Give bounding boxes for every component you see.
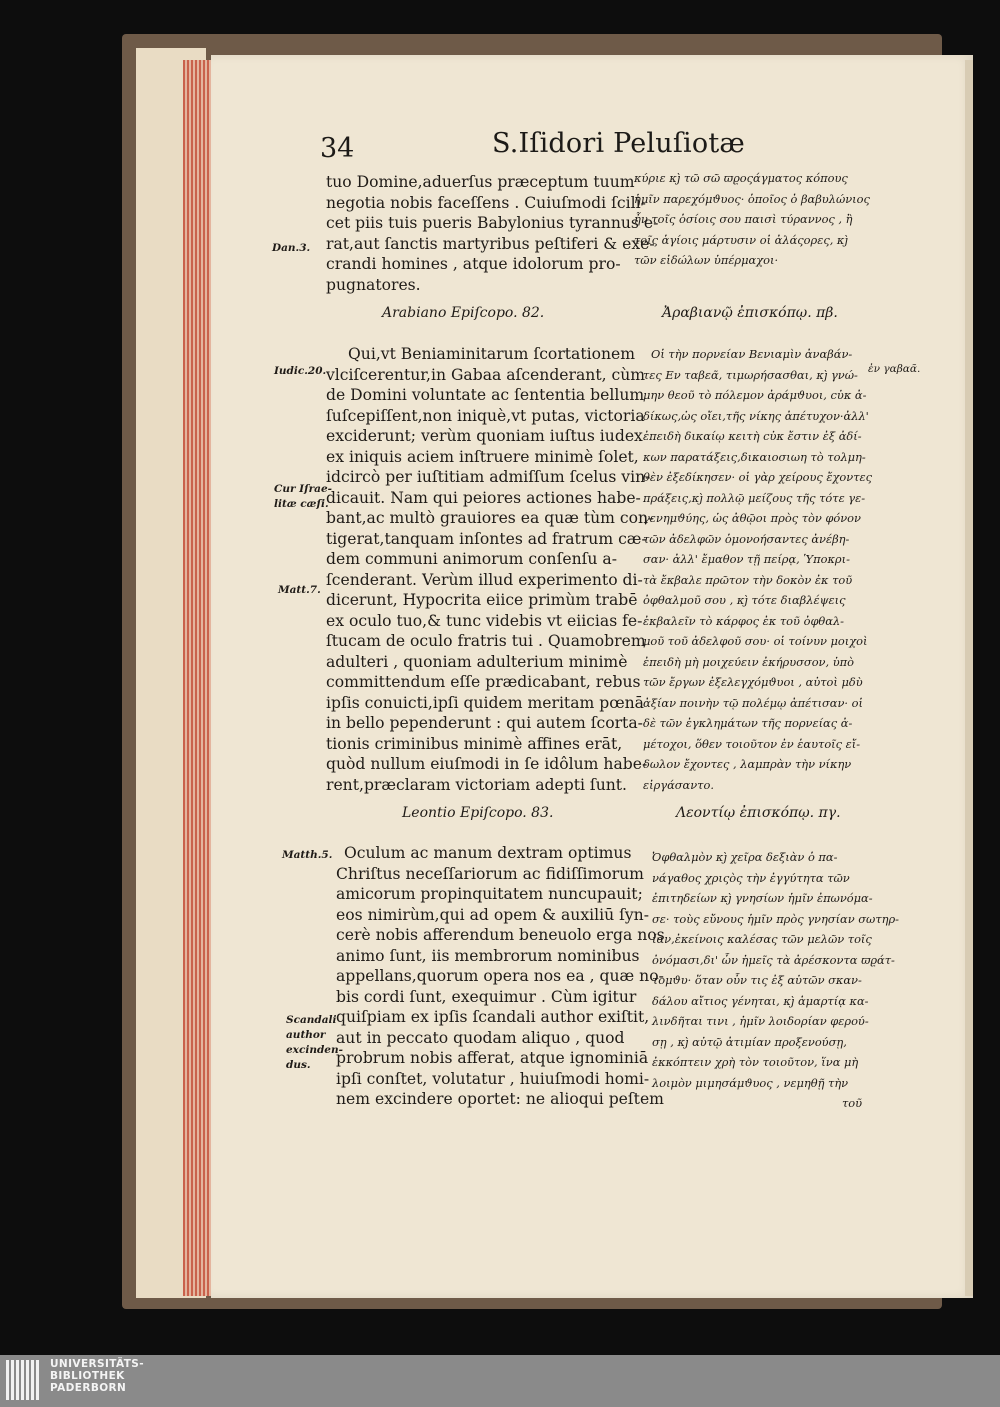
- text-line: quiſpiam ex ipſis ſcandali author exiſtit,: [336, 1008, 650, 1026]
- text-line: δωλον ἔχοντες , λαμπρὰν τὴν νίκην: [643, 757, 852, 771]
- text-line: ἡμῖν παρεχόμϑυος· ὁποῖος ὁ βαβυλώνιος: [634, 191, 870, 206]
- text-line: crandi homines , atque idolorum pro-: [326, 255, 621, 273]
- margin-note: Matth.5.: [282, 849, 333, 861]
- text-line: nem excindere oportet: ne alioqui peſtem: [336, 1090, 664, 1108]
- text-line: vlciſcerentur,in Gabaa aſcenderant, cùm: [326, 365, 646, 384]
- text-line: pugnatores.: [326, 275, 421, 294]
- text-line: πράξεις,κϳ̀ πολλῷ μείζους τῆς τότε γε-: [643, 490, 866, 505]
- text-line: ex oculo tuo,& tunc videbis vt eiicias fe-: [326, 611, 643, 630]
- text-line: dem communi animorum conſenſu a-: [326, 550, 617, 568]
- letter-82-latin: [326, 344, 653, 795]
- text-line: Chriſtus neceſſariorum ac fidiſſimorum: [336, 864, 644, 883]
- margin-note: Cur Iſrae-: [274, 483, 332, 495]
- text-line: ipſis conuicti,ipſi quidem meritam pœnā: [326, 693, 644, 712]
- text-line: animo ſunt, iis membrorum nominibus: [336, 946, 640, 965]
- intro-latin: [326, 172, 658, 295]
- text-line: λινδῆται τινι , ἡμῖν λοιδορίαν φερού-: [652, 1014, 869, 1028]
- text-line: εἰργάσαντο.: [643, 777, 714, 792]
- text-line: probrum nobis afferat, atque ignominiā: [336, 1049, 649, 1067]
- text-line: tionis criminibus minimè affines erāt,: [326, 734, 623, 753]
- text-line: exciderunt; verùm quoniam iuſtus iudex: [326, 427, 643, 445]
- text-line: λοιμὸν μιμησάμϑυος , νεμηθῇ τὴν: [652, 1075, 849, 1090]
- text-line: ίαν,ἐκείνοις καλέσας τῶν μελῶν τοῖς: [652, 932, 872, 946]
- text-line: rent,præclaram victoriam adepti ſunt.: [326, 775, 628, 794]
- text-line: cerè nobis afferendum beneuolo erga nos: [336, 926, 665, 944]
- text-line: tuo Domine,aduerſus præceptum tuum: [326, 173, 635, 191]
- library-logo-icon: [6, 1360, 42, 1400]
- page-number: 34: [320, 133, 355, 164]
- text-line: σε· τοὺς εὔνους ἡμῖν πρὸς γνησίαν σωτηρ-: [652, 911, 900, 926]
- text-line: committendum eſſe prædicabant, rebus: [326, 673, 641, 691]
- margin-note: author: [286, 1029, 326, 1041]
- text-line: ὀφθαλμοῦ σου , κϳ̀ τότε διαβλέψεις: [643, 593, 846, 607]
- letter-83-greek: [652, 847, 899, 1114]
- text-line: Ὀφθαλμὸν κϳ̀ χεῖρα δεξιὰν ὁ πα-: [652, 850, 838, 864]
- text-line: τῶν ἀδελφῶν ὁμονοήσαντες ἀνέβη-: [643, 531, 850, 546]
- text-line: τοῖς ἁγίοις μάρτυσιν οἱ ἀλάςορες, κϳ̀: [634, 232, 848, 247]
- text-line: appellans,quorum opera nos ea , quæ no-: [336, 967, 664, 985]
- text-line: ἐπειδὴ δικαίῳ κειτὴ ϲὐκ ἔστιν ἐξ ἀδί-: [643, 429, 862, 443]
- text-line: ἐκβαλεῖν τὸ κάρφος ἐκ τοῦ ὀφθαλ-: [643, 613, 845, 628]
- text-line: adulteri , quoniam adulterium minimè: [326, 652, 628, 671]
- text-line: negotia nobis faceſſens . Cuiuſmodi ſcili-: [326, 193, 646, 212]
- text-line: τες Εν ταβεᾶ, τιμωρήσασθαι, κϳ̀ γνώ-: [643, 367, 858, 382]
- text-line: μην θεοῦ τὸ πόλεμον ἀράμϑυοι, ϲὐκ ἀ-: [643, 388, 867, 402]
- catchword: τοῦ: [842, 1096, 863, 1110]
- text-line: aut in peccato quodam aliquo , quod: [336, 1028, 625, 1047]
- letter-83-latin: [336, 843, 665, 1110]
- text-line: σαν· ἀλλ' ἔμαθον τῇ πείρᾳ, Ὑποκρι-: [643, 552, 850, 566]
- text-line: tigerat,tanquam inſontes ad fratrum cæ-: [326, 529, 647, 548]
- text-line: in bello pependerunt : qui autem ſcorta-: [326, 714, 643, 732]
- text-line: ὀνόμασι,δι' ὧν ἡμεῖς τὰ ἀρέσκοντα ϖϱάτ-: [652, 952, 895, 967]
- running-head: S.Iſidori Peluſiotæ: [492, 128, 745, 159]
- text-line: de Domini voluntate ac ſententia bellum: [326, 386, 645, 404]
- text-line: δὲ τῶν ἐγκλημάτων τῆς πορνείας ἀ-: [643, 716, 853, 730]
- logo-line: PADERBORN: [50, 1382, 127, 1394]
- text-line: idcircò per iuſtitiam admiſſum ſcelus vin-: [326, 468, 651, 486]
- text-line: quòd nullum eiuſmodi in ſe idôlum habe-: [326, 755, 648, 773]
- text-line: νάγαθος χριςὸς τὴν ἐγγύτητα τῶν: [652, 870, 850, 885]
- text-line: κων παρατάξεις,δικαιοσιωη τὸ τολμη-: [643, 449, 866, 464]
- letter-82-heading-latin: Arabiano Epiſcopo. 82.: [382, 305, 545, 321]
- text-line: ex iniquis aciem inſtruere minimè ſolet,: [326, 447, 639, 466]
- text-line: μοῦ τοῦ ἀδελφοῦ σου· οἱ τοίνυν μοιχοὶ: [643, 634, 868, 648]
- text-line: τῶν εἰδώλων ὑπέρμαχοι·: [634, 253, 779, 267]
- text-line: δίκως,ὡς οἴει,τῆς νίκης ἀπέτυχον·ἀλλ': [643, 408, 869, 423]
- text-line: ſuſcepiſſent,non iniquè,vt putas, victoria: [326, 406, 645, 425]
- margin-note: Iudic.20.: [274, 365, 327, 377]
- text-line: amicorum propinquitatem nuncupauit;: [336, 885, 643, 903]
- text-line: cet piis tuis pueris Babylonius tyrannus e-: [326, 214, 659, 232]
- margin-note: Matt.7.: [278, 584, 321, 596]
- logo-line: BIBLIOTHEK: [50, 1370, 125, 1382]
- margin-note: excinden-: [286, 1044, 343, 1056]
- text-line: ἐπιτηδείων κϳ̀ γνησίων ἡμῖν ἐπωνόμα-: [652, 891, 873, 905]
- text-line: bant,ac multò grauiores ea quæ tùm con-: [326, 509, 654, 527]
- page-edges: [183, 60, 213, 1296]
- letter-82-heading-greek: Ἀραβιανῷ ἐπισκόπῳ. πβ.: [662, 305, 838, 321]
- text-line: σῃ , κϳ̀ αὐτῷ ἀτιμίαν προξενούσῃ,: [652, 1034, 847, 1049]
- text-line: τὰ ἔκβαλε πρῶτον τὴν δοκὸν ἐκ τοῦ: [643, 572, 853, 587]
- text-line: ſcenderant. Verùm illud experimento di-: [326, 570, 643, 589]
- text-line: τομϑυ· ὅταν οὖν τις ἐξ αὐτῶν σκαν-: [652, 973, 862, 987]
- greek-margin-note: ἐν γαβαᾶ.: [868, 363, 921, 375]
- text-line: ἐκκόπτειν χρὴ τὸν τοιοῦτον, ἵνα μὴ: [652, 1055, 859, 1069]
- footer-bar: [0, 1355, 1000, 1407]
- text-line: dicauit. Nam qui peiores actiones habe-: [326, 488, 641, 507]
- text-line: bis cordi ſunt, exequimur . Cùm igitur: [336, 987, 637, 1006]
- margin-note: dus.: [286, 1059, 311, 1071]
- text-line: ἀξίαν ποινὴν τῷ πολέμῳ ἀπέτισαν· οἱ: [643, 695, 863, 710]
- text-line: τῶν ἔργων ἐξελεγχόμϑυοι , αὐτοὶ μδὺ: [643, 675, 863, 689]
- text-line: ſtucam de oculo fratris tui . Quamobrem: [326, 632, 646, 650]
- text-line: ipſi conſtet, volutatur , huiuſmodi homi-: [336, 1069, 650, 1088]
- text-line: ἐπειδὴ μὴ μοιχεύειν ἐκήρυσσον, ὑπὸ: [643, 654, 854, 669]
- text-line: dicerunt, Hypocrita eiice primùm trabē: [326, 591, 638, 609]
- text-line: Οἱ τὴν πορνείαν Βενιαμὶν ἀναβάν-: [651, 347, 853, 361]
- intro-greek: [634, 168, 870, 271]
- text-line: Qui,vt Beniaminitarum ſcortationem: [348, 345, 636, 363]
- text-line: γενημϑύης, ὡς ἀθῷοι πρὸς τὸν φόνον: [643, 511, 861, 525]
- letter-83-heading-latin: Leontio Epiſcopo. 83.: [402, 805, 554, 821]
- text-line: κύριε κϳ̀ τῶ σῶ ϖϱοςάγματος κόπους: [634, 171, 848, 185]
- text-line: rat,aut ſanctis martyribus peſtiferi & exe-: [326, 234, 655, 253]
- page-gutter: [965, 60, 973, 1296]
- letter-83-heading-greek: Λεοντίῳ ἐπισκόπῳ. πγ.: [676, 805, 841, 821]
- logo-line: UNIVERSITÄTS-: [50, 1358, 145, 1370]
- text-line: eos nimirùm,qui ad opem & auxiliū ſyn-: [336, 905, 649, 924]
- text-line: δάλου αἴτιος γένηται, κϳ̀ ἁμαρτίᾳ κα-: [652, 993, 869, 1008]
- text-line: Oculum ac manum dextram optimus: [344, 844, 632, 862]
- text-line: μέτοχοι, ὅθεν τοιοῦτον ἐν ἑαυτοῖς εἴ-: [643, 736, 861, 751]
- letter-82-greek: [643, 344, 872, 795]
- library-logo-text: [50, 1358, 144, 1394]
- text-line: θὲν ἐξεδίκησεν· οἱ γὰρ χείρους ἔχοντες: [643, 470, 872, 484]
- margin-note: Dan.3.: [272, 242, 311, 254]
- margin-note: litæ cæſi.: [274, 498, 329, 510]
- text-line: ἦν τοῖς ὁσίοις σου παισὶ τύραννος , ἢ: [634, 212, 853, 226]
- margin-note: Scandali: [286, 1014, 337, 1026]
